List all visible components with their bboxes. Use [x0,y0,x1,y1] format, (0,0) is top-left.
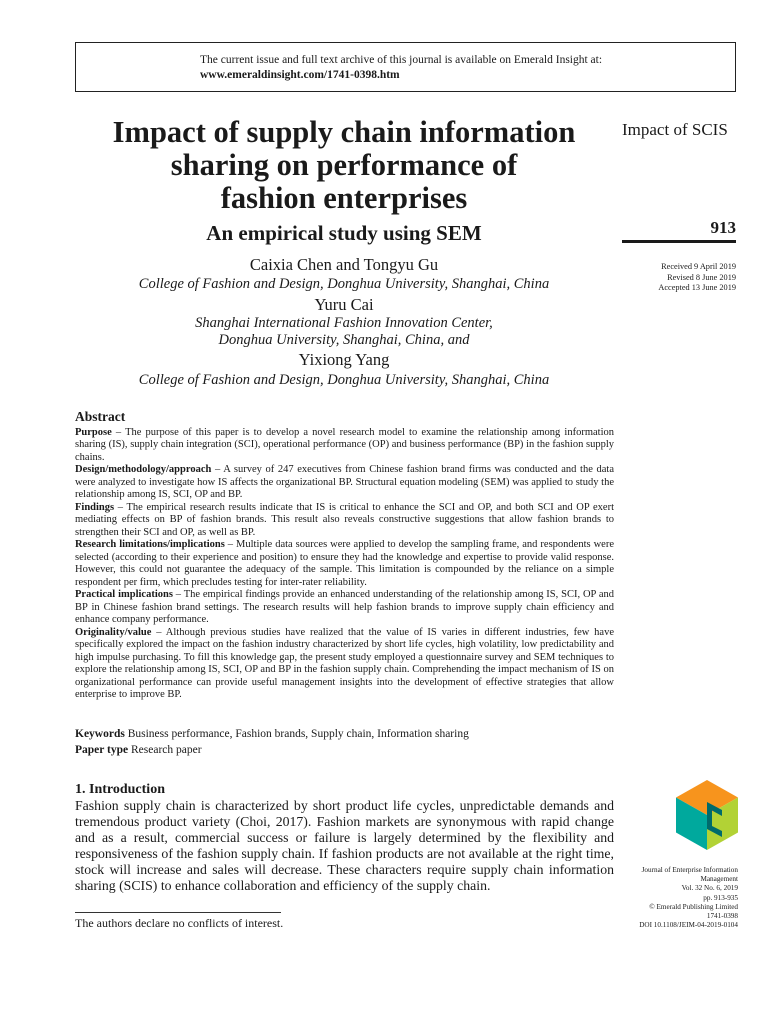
practical-label: Practical implications [75,589,173,600]
paper-title [70,116,618,215]
journal-name-2: Management [700,875,738,884]
keywords [75,728,469,740]
abstract-section [75,411,614,702]
journal-name-1: Journal of Enterprise Information [641,866,738,874]
abstract-purpose [75,427,614,465]
author-affiliation-1: College of Fashion and Design, Donghua University, Shanghai, China [138,276,550,292]
purpose-text: – The purpose of this paper is to develop a novel research model to examine the relationship among information sharing (IS), supply chain integration (SCI), operational performance (OP) and business performance (BP) in the fashion supply chains. [75,426,614,463]
abstract-originality [75,627,614,702]
journal-citation [622,866,738,930]
keywords-label: Keywords [75,728,125,740]
limitations-text: – Multiple data sources were applied to develop the sampling frame, and respondents were selected (according to their experience and position) to ensure they had the knowledge and expertise to provide valid response. However, this could not guarantee the adequacy of the sample. This limitation is compounded by the reliance on a simple respondent per firm, which precludes testing for inter-rater reliability. [75,539,614,588]
paper-subtitle: An empirical study using SEM [206,221,482,245]
abstract-design [75,464,614,502]
archive-notice-box [75,42,736,92]
design-label: Design/methodology/approach [75,464,212,475]
journal-url-link[interactable]: www.emeraldinsight.com/1741-0398.htm [200,69,400,81]
abstract-heading: Abstract [75,409,126,424]
introduction-heading: 1. Introduction [75,782,165,797]
abstract-practical [75,589,614,627]
findings-label: Findings [75,501,115,513]
revised-date: Revised 8 June 2019 [667,272,736,282]
author-names-1: Caixia Chen and Tongyu Gu [249,255,439,274]
author-affiliation-2a: Shanghai International Fashion Innovation Center, [195,315,493,331]
title-line-3: fashion enterprises [220,181,468,215]
author-affiliation-3: College of Fashion and Design, Donghua University, Shanghai, China [138,372,550,388]
page-number-rule [622,240,736,243]
running-title: Impact of SCIS [622,120,728,139]
journal-volume: Vol. 32 No. 6, 2019 [681,884,738,893]
introduction-body: Fashion supply chain is characterized by short product life cycles, unpredictable demands and tremendous product variety (Choi, 2017). Fashion markets are synonymous with rapid change and as a result, commercial success or failure is largely determined by the flexibility and responsiveness of the fashion supply chain. If fashion products are not available at the right time, stock will increase and sales will decrease. These characters require supply chain information sharing (SCIS) to enhance collaboration and efficiency of the supply chain. [75,798,614,893]
emerald-publishing-logo-icon [676,780,738,850]
abstract-findings [75,502,614,540]
accepted-date: Accepted 13 June 2019 [658,283,736,292]
keywords-text: Business performance, Fashion brands, Supply chain, Information sharing [124,728,469,740]
paper-type-text: Research paper [128,744,202,756]
author-affiliation-2b: Donghua University, Shanghai, China, and [218,332,470,348]
paper-type-label: Paper type [75,744,129,756]
author-names-2: Yuru Cai [314,295,374,314]
journal-issn: 1741-0398 [706,912,738,921]
footnote-rule [75,912,281,913]
journal-doi[interactable]: DOI 10.1108/JEIM-04-2019-0104 [639,921,738,930]
abstract-limitations [75,539,614,589]
received-date: Received 9 April 2019 [661,262,736,271]
author-names-3: Yixiong Yang [298,350,390,369]
title-line-1: Impact of supply chain information [112,115,576,149]
archive-notice-text: The current issue and full text archive of this journal is available on Emerald Insight at: [200,54,603,66]
journal-pages: pp. 913-935 [703,893,738,902]
design-text: – A survey of 247 executives from Chinese fashion brand firms was conducted and the data were analyzed to investigate how IS affects the organizational BP. Structural equation modeling (SEM) was applied to study the relationship among IS, SCI, OP and BP. [75,464,614,500]
originality-label: Originality/value [75,626,152,638]
title-line-2: sharing on performance of [170,148,518,182]
article-history [622,262,736,294]
paper-type [75,744,202,756]
journal-copyright: © Emerald Publishing Limited [649,902,738,911]
footnote: The authors declare no conflicts of interest. [75,916,284,930]
originality-text: – Although previous studies have realized that the value of IS varies in different industries, few have specifically explored the impact on the fashion industry characterized by short life cycles, high volatility, low predictability and high impulse purchasing. To fill this knowledge gap, the present study employed a questionnaire survey and SEM techniques to explore the relationship among IS, SCI, OP and BP in the fashion supply chain. Comprehending the impact mechanism of IS on organizational performance can provide useful management insights into the development of effective strategies that allow enterprise to improve BP. [75,626,614,700]
purpose-label: Purpose [75,426,112,438]
page-number: 913 [710,218,736,237]
findings-text: – The empirical research results indicate that IS is critical to enhance the SCI and OP, and both SCI and OP exert mediating effects on BP of fashion brands. This result also reveals constructive suggestions that allow fashion brands to strengthen their SCI and OP, as well as BP. [75,501,614,538]
limitations-label: Research limitations/implications [75,539,225,550]
practical-text: – The empirical findings provide an enhanced understanding of the relationship among IS, SCI, OP and BP in Chinese fashion brand settings. The research results will help fashion brands to improve supply chain efficiency and enhance company performance. [75,589,614,625]
